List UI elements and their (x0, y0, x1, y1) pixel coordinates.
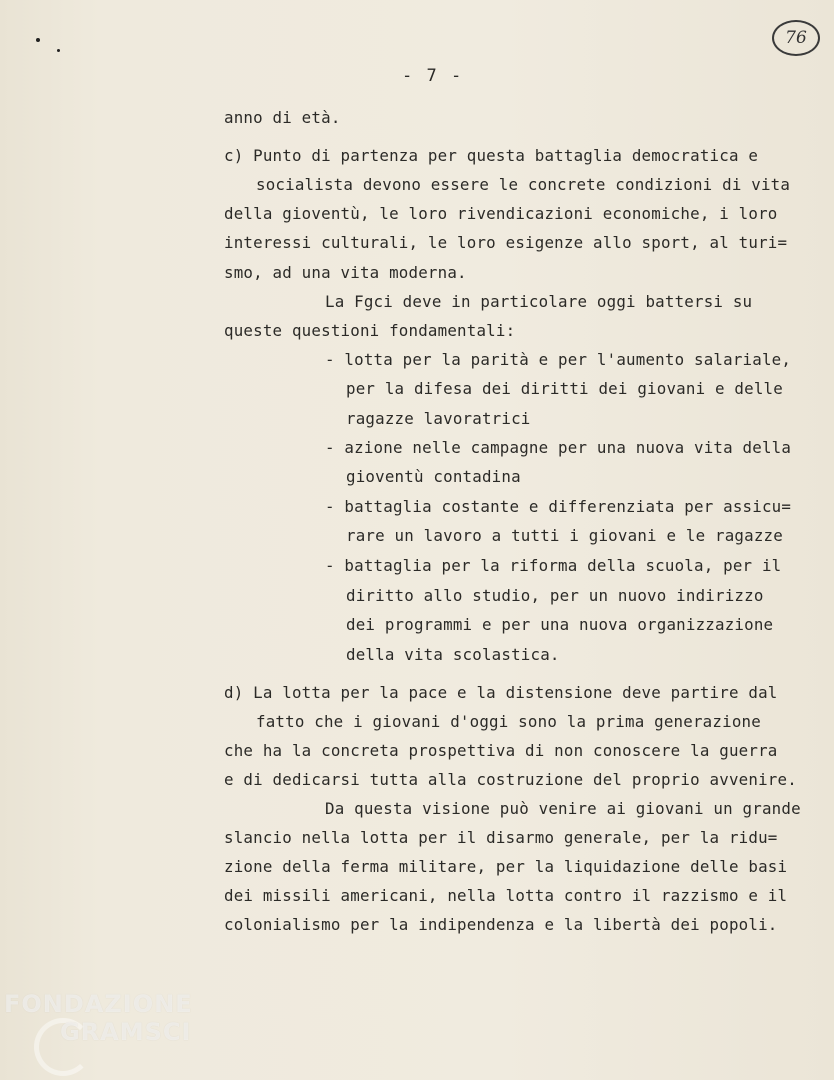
list-item-line: dei programmi e per una nuova organizzazione (346, 615, 774, 634)
text-line: che ha la concreta prospettiva di non conoscere la guerra (224, 741, 778, 760)
text-line: anno di età. (224, 108, 341, 127)
list-item-line: - battaglia per la riforma della scuola, per il (325, 556, 782, 575)
text-line: queste questioni fondamentali: (224, 321, 516, 340)
text-line: smo, ad una vita moderna. (224, 263, 467, 282)
list-item-line: rare un lavoro a tutti i giovani e le ragazze (346, 526, 783, 545)
text-line: c) Punto di partenza per questa battaglia democratica e (224, 146, 759, 165)
text-line: colonialismo per la indipendenza e la libertà dei popoli. (224, 915, 778, 934)
list-item-line: della vita scolastica. (346, 645, 560, 664)
text-line: della gioventù, le loro rivendicazioni economiche, i loro (224, 204, 778, 223)
text-line: interessi culturali, le loro esigenze allo sport, al turi= (224, 233, 788, 252)
text-line: d) La lotta per la pace e la distensione deve partire dal (224, 683, 778, 702)
watermark-logo (4, 990, 193, 1046)
text-line: socialista devono essere le concrete condizioni di vita (256, 175, 791, 194)
text-line: e di dedicarsi tutta alla costruzione del proprio avvenire. (224, 770, 797, 789)
list-item-line: per la difesa dei diritti dei giovani e delle (346, 379, 783, 398)
text-line: fatto che i giovani d'oggi sono la prima generazione (256, 712, 761, 731)
text-line: zione della ferma militare, per la liquidazione delle basi (224, 857, 788, 876)
list-item-line: gioventù contadina (346, 467, 521, 486)
list-item-line: - battaglia costante e differenziata per assicu= (325, 497, 792, 516)
watermark-line-2: GRAMSCI (60, 1018, 192, 1046)
ink-mark (57, 49, 60, 52)
list-item-line: diritto allo studio, per un nuovo indirizzo (346, 586, 764, 605)
text-line: slancio nella lotta per il disarmo generale, per la ridu= (224, 828, 778, 847)
list-item-line: - lotta per la parità e per l'aumento salariale, (325, 350, 792, 369)
text-line: dei missili americani, nella lotta contro il razzismo e il (224, 886, 788, 905)
list-item-line: - azione nelle campagne per una nuova vita della (325, 438, 792, 457)
archive-page-stamp-number: 76 (785, 28, 807, 48)
archive-page-stamp (772, 20, 820, 56)
ink-mark (36, 38, 40, 42)
watermark-line-1: FONDAZIONE (4, 990, 193, 1018)
text-line: La Fgci deve in particolare oggi battersi su (325, 292, 753, 311)
list-item-line: ragazze lavoratrici (346, 409, 531, 428)
page-number: - 7 - (402, 66, 464, 86)
text-line: Da questa visione può venire ai giovani un grande (325, 799, 801, 818)
